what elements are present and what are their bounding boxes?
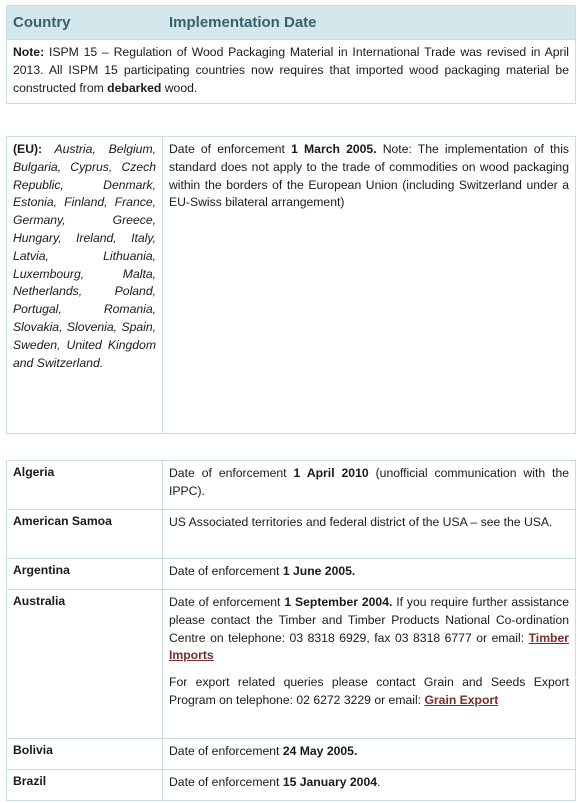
country-name: Argentina — [7, 559, 163, 589]
date-cell — [163, 590, 575, 738]
country-name: Algeria — [7, 461, 163, 509]
country-name: American Samoa — [7, 510, 163, 558]
date-prefix: Date of enforcement — [169, 564, 283, 578]
eu-date-note: Note: The implementation of this standard does not apply to the trade of commodities on wood packaging within the borders of the European Union (including Switzerland under a EU-Swiss bilateral arrangement) — [169, 142, 569, 210]
note-text-1: ISPM 15 – Regulation of Wood Packaging Material in International Trade was revised in April 2013. All ISPM 15 participating countries now requires that imported wood packaging material be constructed from — [13, 45, 569, 95]
date-suffix: . — [377, 775, 381, 789]
contact-text: If you require further assistance please contact the Timber and Timber Products National Co-ordination Centre on telephone: 03 8318 6929, fax 03 8318 6777 or email: — [169, 595, 569, 645]
country-column-header: Country — [13, 14, 71, 31]
date-prefix: Date of enforcement — [169, 466, 294, 480]
date-cell — [163, 739, 575, 769]
country-name: Brazil — [7, 770, 163, 800]
header-row — [7, 6, 575, 39]
enforcement-date: 24 May 2005. — [282, 744, 358, 758]
timber-imports-link[interactable]: Timber Imports — [169, 630, 569, 663]
table-row-australia — [7, 589, 575, 738]
date-prefix: Date of enforcement — [169, 744, 283, 758]
eu-country-cell — [7, 137, 163, 433]
country-name: Bolivia — [7, 739, 163, 769]
eu-label: (EU): — [13, 142, 43, 156]
enforcement-date: 15 January 2004 — [282, 775, 377, 789]
eu-date-prefix: Date of enforcement — [169, 142, 292, 156]
enforcement-date: 1 June 2005. — [282, 564, 356, 578]
date-column-header: Implementation Date — [169, 14, 317, 31]
australia-paragraph-2 — [169, 674, 569, 710]
eu-table — [6, 136, 576, 434]
export-contact-text: For export related queries please contact Grain and Seeds Export Program on telephone: 02 6272 3229 or email: — [169, 675, 569, 707]
table-row-american-samoa — [7, 509, 575, 558]
enforcement-date: 1 September 2004. — [284, 595, 393, 609]
date-cell — [163, 461, 575, 509]
eu-date-cell — [163, 137, 575, 433]
note-label: Note: — [13, 45, 45, 59]
country-name: Australia — [7, 590, 163, 738]
table-row-brazil — [7, 769, 575, 800]
date-cell — [163, 770, 575, 800]
date-prefix: Date of enforcement — [169, 595, 285, 609]
table-row-argentina — [7, 558, 575, 589]
countries-table — [6, 460, 576, 801]
date-prefix: Date of enforcement — [169, 775, 283, 789]
note-text — [7, 40, 575, 103]
grain-export-link[interactable]: Grain Export — [424, 692, 499, 707]
date-cell — [163, 559, 575, 589]
table-row-bolivia — [7, 738, 575, 769]
note-row — [7, 39, 575, 103]
enforcement-date: 1 April 2010 — [293, 466, 369, 480]
table-row-algeria — [7, 461, 575, 509]
eu-row — [7, 137, 575, 433]
date-suffix: (unofficial communication with the IPPC). — [169, 466, 570, 498]
eu-country-list: Austria, Belgium, Bulgaria, Cyprus, Czech Republic, Denmark, Estonia, Finland, France, Germany, Greece, Hungary, Ireland, Italy, Latvia, Lithuania, Luxembourg, Malta, Netherlands, Poland, Portugal, Romania, Slovakia, Slovenia, Spain, Sweden, United Kingdom and Switzerland. — [13, 142, 156, 370]
eu-date: 1 March 2005. — [291, 142, 377, 156]
date-cell: US Associated territories and federal district of the USA – see the USA. — [169, 515, 553, 529]
note-bold: debarked — [107, 80, 162, 95]
header-table — [6, 5, 576, 104]
australia-paragraph-1 — [169, 594, 569, 665]
note-text-2: wood. — [161, 80, 198, 95]
